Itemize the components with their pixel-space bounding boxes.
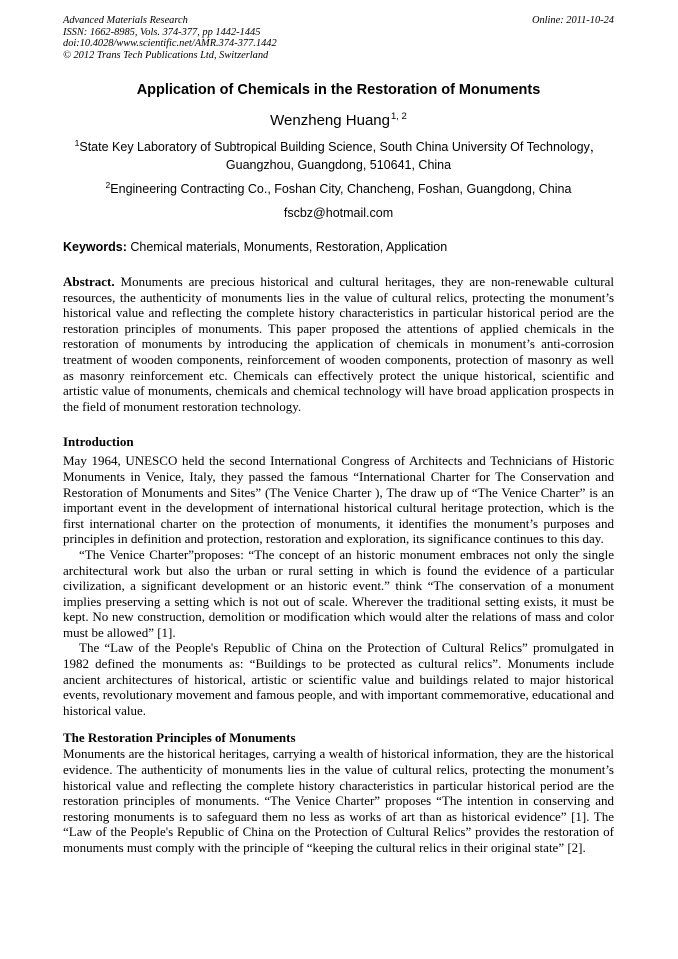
affiliation-1-text: State Key Laboratory of Subtropical Building Science, South China University Of Technology，Guangzhou, Guangdong, 510641, China <box>79 140 603 172</box>
abstract-label: Abstract. <box>63 274 115 289</box>
intro-paragraph-3: The “Law of the People's Republic of China on the Protection of Cultural Relics” promulgated in 1982 defined the monuments as: “Buildings to be protected as cultural relics”. Monuments include ancient architectures of historical, artistic or scientific value and buildings related to major historical events, revolutionary movement and famous people, and with important commemorative, educational and historical value. <box>63 640 614 718</box>
abstract-text: Monuments are precious historical and cultural heritages, they are non-renewable cultural resources, the authenticity of monuments lies in the value of cultural relics, protecting the monument’s historical value and reflecting the complete history characteristics in particular historical period are the restoration principles of monuments. This paper proposed the attentions of applied chemicals in the restoration of monuments by introducing the application of chemicals in monument’s anti-corrosion treatment of wooden components, reinforcement of wooden components, protection of masonry as well as masonry reinforcement etc. Chemicals can effectively protect the unique historical, scientific and artistic value of monuments, chemicals and chemical technology will have broad application prospects in the field of monument restoration technology. <box>63 274 614 414</box>
affiliation-1-sup: 1 <box>74 138 80 148</box>
section-heading-introduction: Introduction <box>63 434 134 450</box>
affiliation-2 <box>63 177 614 199</box>
issn-line: ISSN: 1662-8985, Vols. 374-377, pp 1442-1445 <box>63 26 261 38</box>
journal-name: Advanced Materials Research <box>63 15 188 26</box>
keywords-text: Chemical materials, Monuments, Restoration, Application <box>126 240 448 254</box>
affiliation-2-sup: 2 <box>105 180 111 190</box>
paper-title: Application of Chemicals in the Restoration of Monuments <box>136 82 541 98</box>
affiliation-2-text: Engineering Contracting Co., Foshan City, Chancheng, Foshan, Guangdong, China <box>110 182 572 196</box>
section-heading-restoration-principles: The Restoration Principles of Monuments <box>63 730 296 746</box>
principles-paragraph-1: Monuments are the historical heritages, carrying a wealth of historical information, they are the historical evidence. The authenticity of monuments lies in the value of cultural relics, protecting the monument’s historical value and reflecting the complete history characteristics in particular historical period are the restoration principles of monuments. “The Venice Charter” proposes “The intention in conserving and restoring monuments is to safeguard them no less as works of art than as historical evidence” [1]. The “Law of the People's Republic of China on the Protection of Cultural Relics” provides the restoration of monuments must comply with the principle of “keeping the cultural relics in their original state” [2]. <box>63 746 614 855</box>
paper-page <box>63 15 614 856</box>
intro-paragraph-1: May 1964, UNESCO held the second International Congress of Architects and Technicians of Historic Monuments in Venice, Italy, they passed the famous “International Charter for The Conservation and Restoration of Monuments and Sites” (The Venice Charter ), The draw up of “The Venice Charter” is an important event in the development of international historical cultural heritage protection, which is the first international charter on the protection of monuments, it identifies the monument’s purposes and principles in definition and protection, restoration and exploration, its significance continues to this day. <box>63 453 614 547</box>
journal-header <box>63 15 614 61</box>
author-affil-sup: 1, 2 <box>390 111 407 122</box>
keywords <box>63 239 614 256</box>
author-email: fscbz@hotmail.com <box>283 205 394 220</box>
author-name: Wenzheng Huang <box>270 112 390 129</box>
online-date: Online: 2011-10-24 <box>531 15 614 26</box>
copyright-line: © 2012 Trans Tech Publications Ltd, Switzerland <box>63 49 269 61</box>
abstract <box>63 274 614 414</box>
intro-paragraph-2: “The Venice Charter”proposes: “The concept of an historic monument embraces not only the single architectural work but also the urban or rural setting in which is found the evidence of a particular civilization, a significant development or an historic event.” think “The conservation of a monument implies preserving a setting which is not out of scale. Wherever the traditional setting exists, it must be kept. No new construction, demolition or modification which would alter the relations of mass and color must be allowed” [1]. <box>63 546 614 640</box>
affiliation-1 <box>63 135 614 174</box>
keywords-label: Keywords: <box>63 240 127 254</box>
author-line <box>63 108 614 129</box>
doi-line: doi:10.4028/www.scientific.net/AMR.374-377.1442 <box>63 38 277 49</box>
